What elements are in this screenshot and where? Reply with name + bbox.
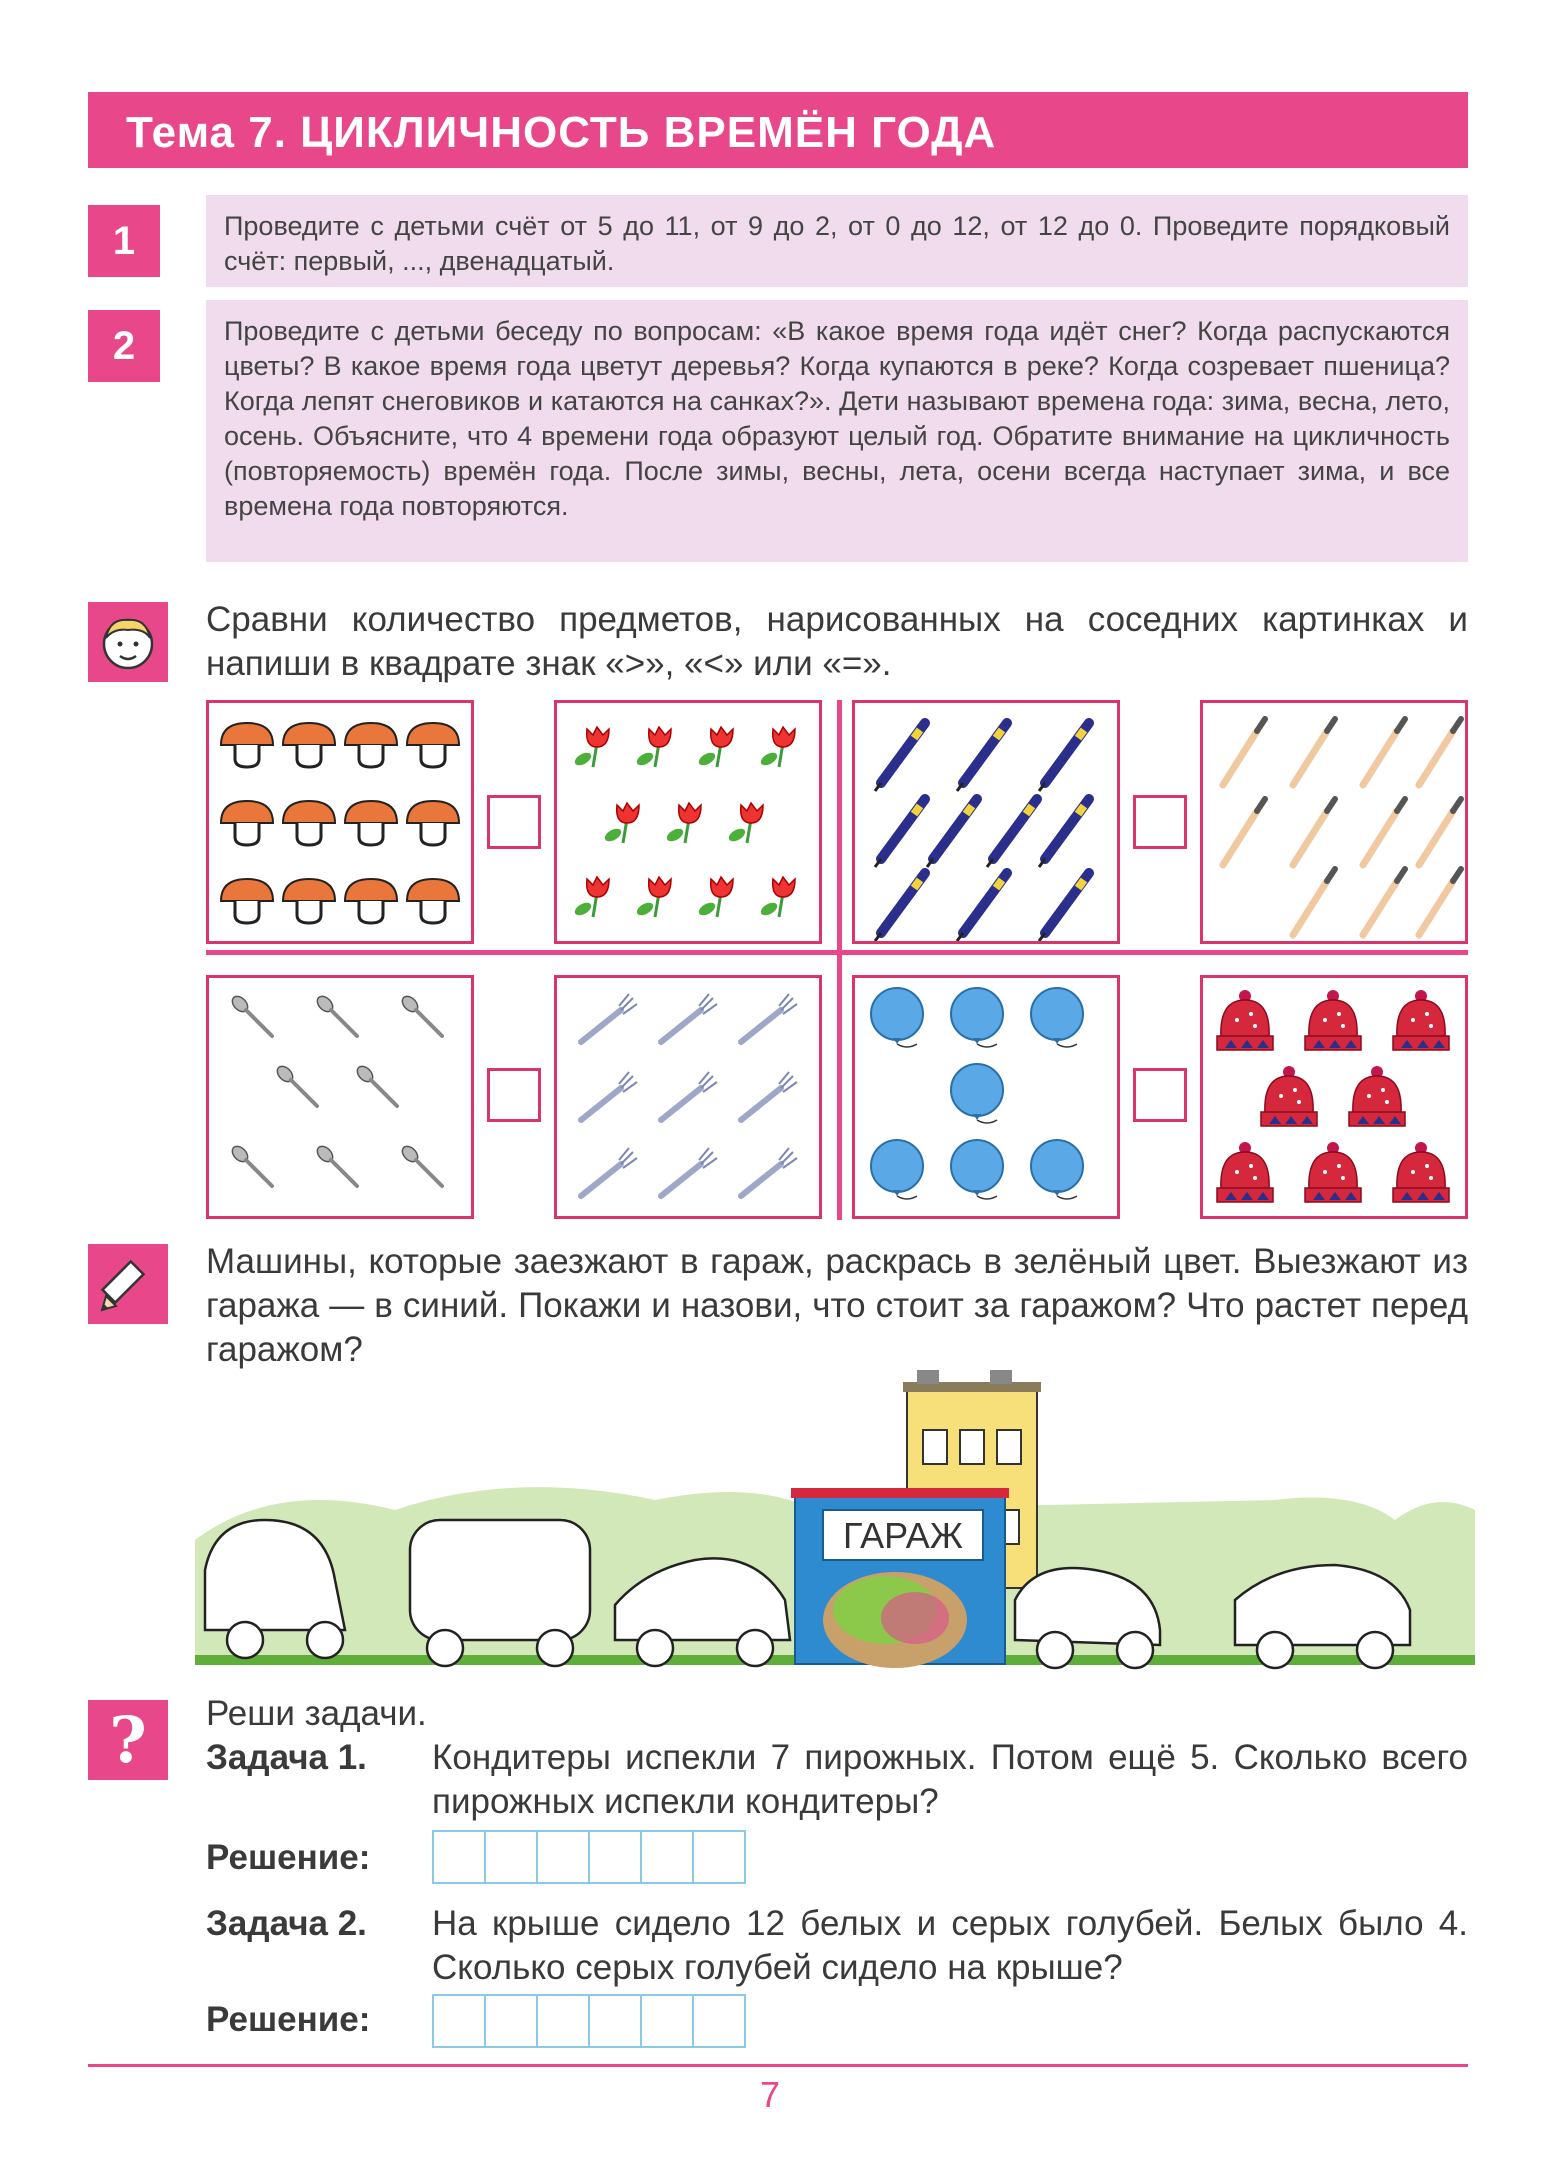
pencil-icon bbox=[88, 1244, 168, 1324]
problem-2-solution-label: Решение: bbox=[206, 2000, 371, 2039]
grid-divider-vertical bbox=[837, 700, 842, 1220]
problem-1-solution-label: Решение: bbox=[206, 1838, 371, 1877]
instruction-1: Проведите с детьми счёт от 5 до 11, от 9 до 2, от 0 до 12, от 12 до 0. Проведите порядковый счёт: первый, ..., двенадцатый. bbox=[206, 195, 1468, 287]
garage-sign: ГАРАЖ bbox=[843, 1515, 963, 1556]
compare-box-3[interactable] bbox=[487, 1068, 541, 1122]
picture-brushes bbox=[1200, 700, 1468, 944]
footer-rule bbox=[88, 2064, 1468, 2067]
compare-box-1[interactable] bbox=[487, 795, 541, 849]
instruction-2: Проведите с детьми беседу по вопросам: «В какое время года идёт снег? Когда распускаются цветы? В какое время года цветут деревья? Когда купаются в реке? Когда созревает пшеница? Когда лепят снеговиков и катаются на санках?». Дети называют времена года: зима, весна, лето, осень. Объясните, что 4 времени года образуют целый год. Обратите внимание на цикличность (повторяемость) времён года. После зимы, весны, лета, осени всегда наступает зима, и все времена года повторяются. bbox=[206, 300, 1468, 562]
picture-pens bbox=[852, 700, 1120, 944]
boy-face-icon bbox=[88, 602, 168, 682]
picture-forks bbox=[554, 975, 822, 1219]
problem-1-label: Задача 1. bbox=[206, 1738, 367, 1777]
instruction-number-2: 2 bbox=[88, 310, 160, 382]
problem-1-answer-grid[interactable] bbox=[432, 1830, 746, 1884]
garage-scene bbox=[195, 1370, 1475, 1670]
picture-tulips bbox=[554, 700, 822, 944]
problem-2-answer-grid[interactable] bbox=[432, 1994, 746, 2048]
page-title: Тема 7. ЦИКЛИЧНОСТЬ ВРЕМЁН ГОДА bbox=[126, 108, 997, 157]
problem-2-text: На крыше сидело 12 белых и серых голубей. Белых было 4. Сколько серых голубей сидело на крыше? bbox=[432, 1904, 1468, 1987]
instruction-number-1: 1 bbox=[88, 205, 160, 277]
problem-2-label: Задача 2. bbox=[206, 1904, 367, 1943]
compare-task-text: Сравни количество предметов, нарисованных на соседних картинках и напиши в квадрате знак «>», «<» или «=». bbox=[206, 600, 1468, 683]
question-icon: ? bbox=[88, 1700, 168, 1780]
problem-1-text: Кондитеры испекли 7 пирожных. Потом ещё 5. Сколько всего пирожных испекли кондитеры? bbox=[432, 1738, 1468, 1821]
color-task-text: Машины, которые заезжают в гараж, раскрась в зелёный цвет. Выезжают из гаража — в синий. Покажи и назови, что стоит за гаражом? Что растет перед гаражом? bbox=[206, 1242, 1468, 1369]
compare-box-2[interactable] bbox=[1133, 795, 1187, 849]
problems-intro: Реши задачи. bbox=[206, 1694, 427, 1733]
picture-spoons bbox=[206, 975, 474, 1219]
compare-box-4[interactable] bbox=[1133, 1068, 1187, 1122]
page-number: 7 bbox=[760, 2074, 781, 2115]
picture-balloons bbox=[852, 975, 1120, 1219]
picture-hats bbox=[1200, 975, 1468, 1219]
picture-mushrooms bbox=[206, 700, 474, 944]
